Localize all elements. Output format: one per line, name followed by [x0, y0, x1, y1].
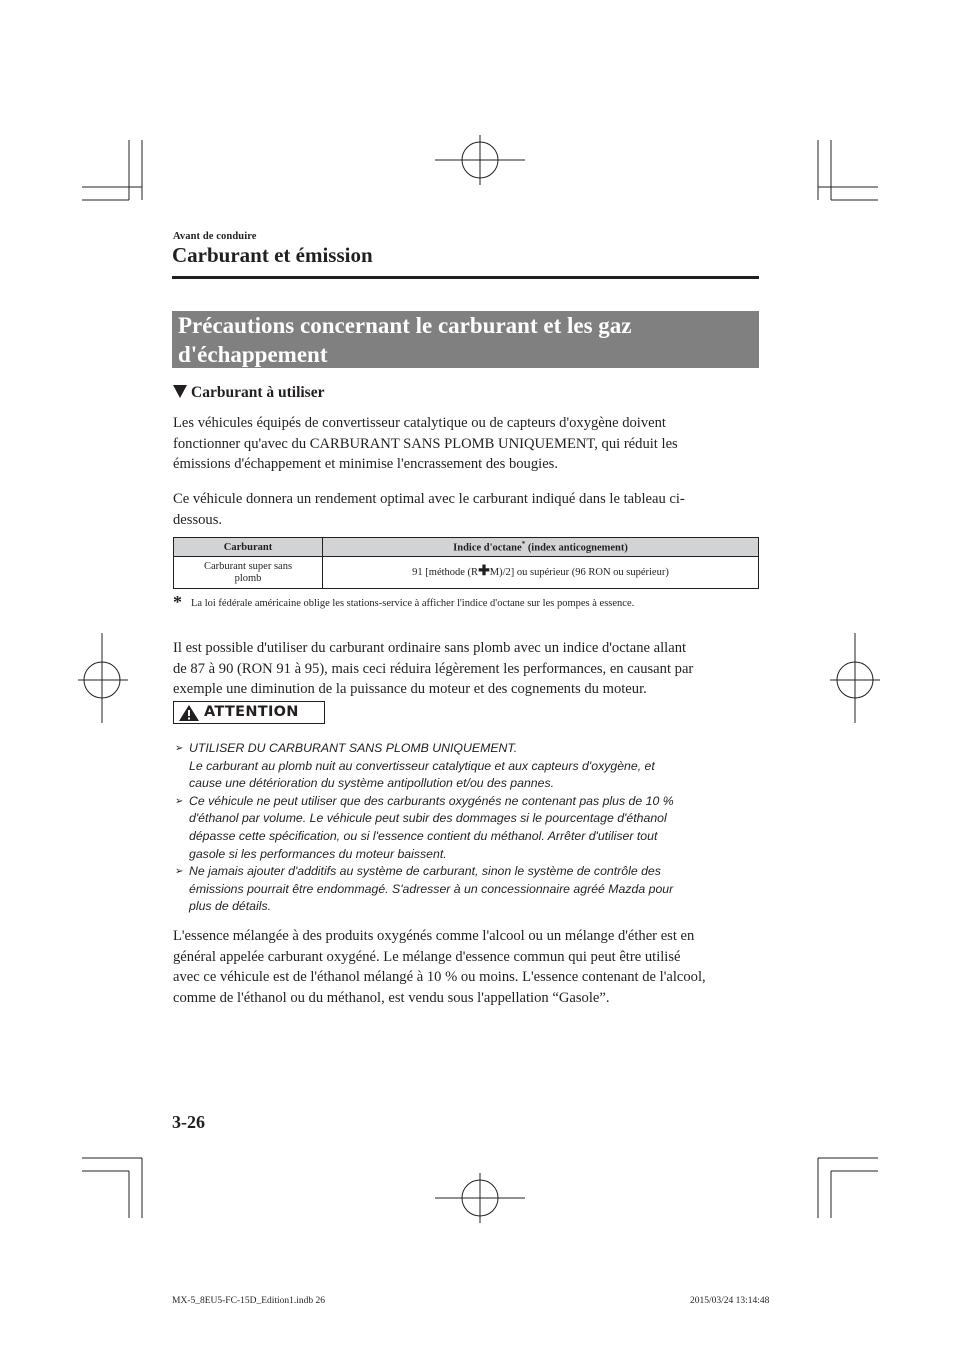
paragraph-2: [173, 489, 763, 530]
footnote-text: La loi fédérale américaine oblige les stations-service à afficher l'indice d'octane sur les pompes à essence.: [191, 598, 635, 609]
attention-label: ATTENTION: [204, 704, 299, 720]
banner-line-1: Précautions concernant le carburant et les gaz: [178, 313, 632, 338]
footer-timestamp: 2015/03/24 13:14:48: [690, 1296, 770, 1306]
table-header-row: [174, 538, 759, 557]
page-number: 3-26: [172, 1112, 205, 1132]
paragraph-line: dessous.: [173, 511, 223, 528]
paragraph-line: comme de l'éthanol ou du méthanol, est vendu sous l'appellation “Gasole”.: [173, 989, 610, 1006]
paragraph-line: avec ce véhicule est de l'éthanol mélangé à 10 % ou moins. L'essence contenant de l'alcool,: [173, 969, 706, 985]
paragraph-1: [173, 413, 763, 475]
chevron-right-icon: ➢: [175, 743, 184, 754]
section-label: Avant de conduire: [173, 231, 257, 242]
subheading: [173, 384, 324, 402]
paragraph-3: [173, 638, 763, 700]
topic-banner: [172, 311, 759, 368]
table-cell-fuel: Carburant super sans plomb: [174, 557, 323, 589]
paragraph-line: général appelée carburant oxygéné. Le mélange d'essence commun qui peut être utilisé: [173, 948, 681, 965]
list-item: ➢ UTILISER DU CARBURANT SANS PLOMB UNIQUEMENT. Le carburant au plomb nuit au convertisseur catalytique et aux capteurs d'oxygène, et cause une détérioration du système antipollution et/ou des pannes.: [175, 741, 655, 791]
warning-triangle-icon: [178, 704, 200, 722]
paragraph-line: Il est possible d'utiliser du carburant ordinaire sans plomb avec un indice d'octane allant: [173, 640, 687, 656]
paragraph-line: exemple une diminution de la puissance du moteur et des cognements du moteur.: [173, 681, 647, 697]
table-header-fuel: Carburant: [174, 538, 323, 557]
paragraph-line: L'essence mélangée à des produits oxygénés comme l'alcool ou un mélange d'éther est en: [173, 928, 695, 944]
footnote-marker: *: [173, 592, 182, 612]
triangle-down-icon: [173, 385, 187, 398]
paragraph-4: [173, 926, 763, 1008]
subheading-text: Carburant à utiliser: [191, 384, 325, 401]
table-row: [174, 557, 759, 589]
paragraph-line: Ce véhicule donnera un rendement optimal avec le carburant indiqué dans le tableau ci-: [173, 491, 685, 507]
plus-icon: ✚: [478, 563, 490, 579]
header-rule: [172, 276, 759, 279]
attention-box: [173, 701, 325, 724]
banner-line-2: d'échappement: [178, 342, 328, 367]
chevron-right-icon: ➢: [175, 866, 184, 878]
list-item: ➢ Ce véhicule ne peut utiliser que des carburants oxygénés ne contenant pas plus de 10 % d'éthanol par volume. Le véhicule peut subir des dommages si le pourcentage d'éthanol dépasse cette spécification, ou si l'essence contient du méthanol. Arrêter d'utiliser tout gasole si les performances du moteur baissent.: [175, 793, 674, 861]
list-item: ➢ Ne jamais ajouter d'additifs au système de carburant, sinon le système de contrôle des émissions pourrait être endommagé. S'adresser à un concessionnaire agréé Mazda pour plus de détails.: [175, 864, 674, 914]
paragraph-line: fonctionner qu'avec du CARBURANT SANS PLOMB UNIQUEMENT, qui réduit les: [173, 435, 678, 452]
warning-list: [173, 740, 763, 916]
paragraph-line: Les véhicules équipés de convertisseur catalytique ou de capteurs d'oxygène doivent: [173, 415, 666, 431]
fuel-table: [173, 537, 759, 589]
table-cell-octane: 91 [méthode (R✚M)/2] ou supérieur (96 RON ou supérieur): [323, 557, 759, 589]
paragraph-line: émissions d'échappement et minimise l'encrassement des bougies.: [173, 456, 559, 472]
table-header-octane: Indice d'octane* (index anticognement): [323, 538, 759, 557]
section-title: Carburant et émission: [172, 243, 373, 267]
chevron-right-icon: ➢: [175, 795, 184, 807]
paragraph-line: de 87 à 90 (RON 91 à 95), mais ceci réduira légèrement les performances, en causant par: [173, 660, 694, 677]
footer-filename: MX-5_8EU5-FC-15D_Edition1.indb 26: [172, 1296, 326, 1306]
